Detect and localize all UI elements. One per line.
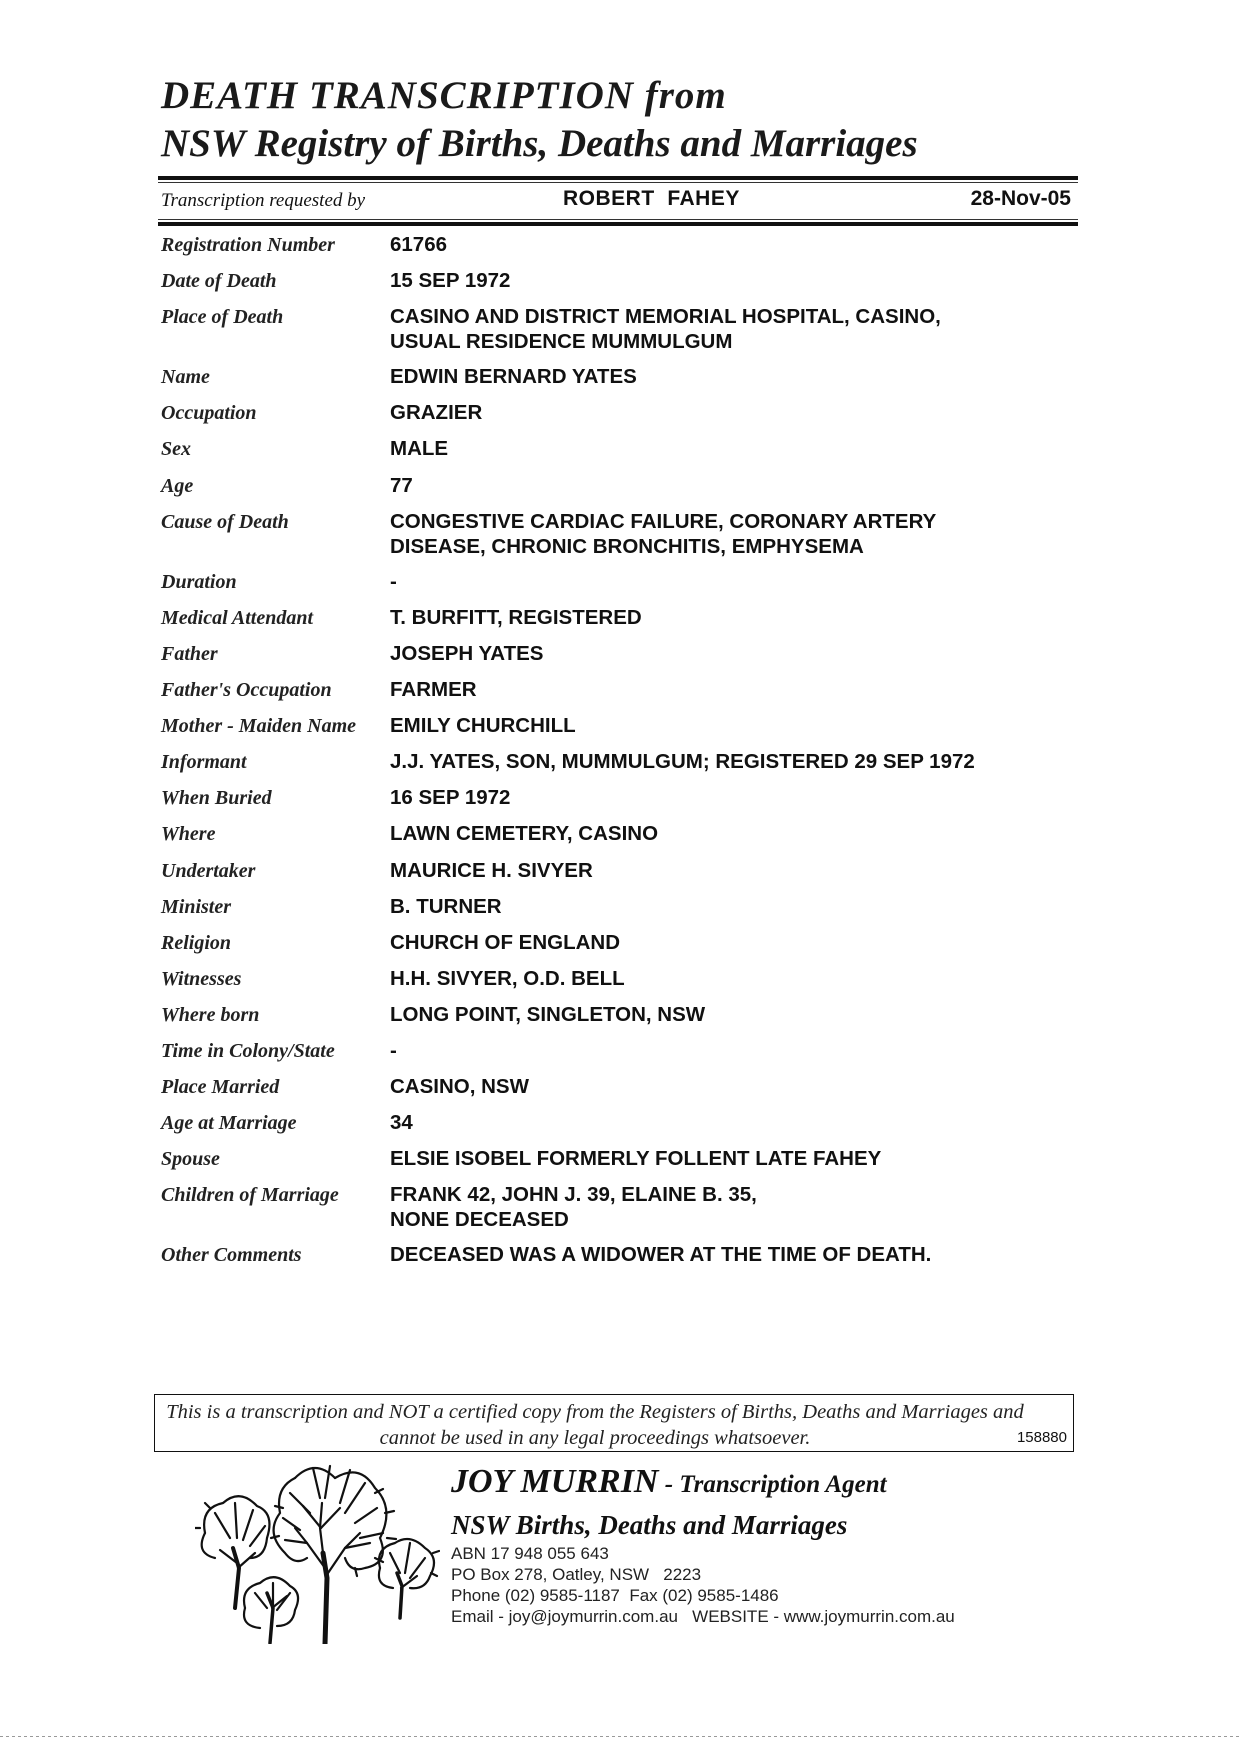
field-label: Medical Attendant	[161, 606, 314, 629]
field-value: B. TURNER	[390, 894, 502, 918]
header-rule-bottom-thin	[158, 219, 1078, 220]
field-row	[161, 1110, 1081, 1136]
field-value: 61766	[390, 233, 448, 256]
field-label: Religion	[161, 931, 232, 954]
field-value: H.H. SIVYER, O.D. BELL	[390, 966, 625, 990]
field-label: Date of Death	[161, 270, 277, 293]
field-label: Undertaker	[161, 859, 256, 882]
agent-address: PO Box 278, Oatley, NSW 2223	[451, 1565, 702, 1584]
field-value: ELSIE ISOBEL FORMERLY FOLLENT LATE FAHEY	[390, 1147, 882, 1171]
field-row	[161, 232, 1081, 258]
field-label: Where born	[161, 1003, 260, 1026]
field-label: Place Married	[161, 1076, 280, 1099]
field-row	[161, 894, 1081, 920]
field-row	[161, 304, 1081, 354]
field-row	[161, 268, 1081, 294]
field-row	[161, 1038, 1081, 1064]
field-label: Minister	[161, 895, 232, 918]
agent-name-line	[451, 1462, 955, 1505]
field-label: Father's Occupation	[161, 679, 332, 702]
field-row	[161, 713, 1081, 739]
field-label: Place of Death	[161, 306, 284, 329]
requester-name: ROBERT FAHEY	[563, 187, 740, 210]
field-value: LONG POINT, SINGLETON, NSW	[390, 1002, 706, 1026]
field-value: EMILY CHURCHILL	[390, 714, 576, 738]
field-row	[161, 858, 1081, 884]
agent-name: JOY MURRIN	[451, 1463, 659, 1500]
field-label: Registration Number	[161, 234, 335, 256]
field-row	[161, 785, 1081, 811]
document-number: 158880	[1016, 1429, 1067, 1446]
agent-abn: ABN 17 948 055 643	[451, 1544, 609, 1563]
header-rule-top	[158, 176, 1078, 180]
field-value: FARMER	[390, 678, 477, 702]
title-line-2: NSW Registry of Births, Deaths and Marriages	[161, 122, 918, 165]
agent-role: - Transcription Agent	[658, 1471, 887, 1498]
field-value: LAWN CEMETERY, CASINO	[390, 822, 659, 846]
field-label: Where	[161, 823, 216, 846]
field-label: Duration	[161, 570, 237, 593]
field-value: 15 SEP 1972	[390, 269, 511, 293]
field-value: MAURICE H. SIVYER	[390, 858, 593, 882]
field-label: Occupation	[161, 402, 257, 425]
disclaimer-box	[154, 1394, 1074, 1452]
field-label: Witnesses	[161, 967, 242, 990]
field-label: When Buried	[161, 787, 272, 810]
scan-edge-line	[0, 1736, 1242, 1737]
agent-phone: Phone (02) 9585-1187 Fax (02) 9585-1486	[451, 1586, 779, 1605]
field-row	[161, 569, 1081, 595]
field-label: Sex	[161, 438, 191, 461]
header-rule-bottom	[158, 222, 1078, 226]
field-value: J.J. YATES, SON, MUMMULGUM; REGISTERED 29 SEP 1972	[390, 750, 975, 774]
field-label: Age at Marriage	[161, 1112, 297, 1135]
record-fields	[161, 232, 1081, 1279]
agent-block	[451, 1462, 955, 1627]
field-value: DECEASED WAS A WIDOWER AT THE TIME OF DEATH.	[390, 1243, 932, 1267]
field-label: Cause of Death	[161, 510, 289, 533]
field-row	[161, 509, 1081, 559]
field-value: 16 SEP 1972	[390, 786, 511, 810]
field-row	[161, 749, 1081, 775]
field-value: EDWIN BERNARD YATES	[390, 365, 637, 389]
field-row	[161, 1182, 1081, 1232]
field-label: Informant	[161, 751, 247, 774]
field-value: 34	[390, 1111, 413, 1135]
field-row	[161, 1002, 1081, 1028]
field-row	[161, 641, 1081, 667]
field-value: -	[390, 569, 397, 593]
field-row	[161, 364, 1081, 390]
field-row	[161, 966, 1081, 992]
agent-organisation: NSW Births, Deaths and Marriages	[451, 1510, 848, 1540]
title-line-1: DEATH TRANSCRIPTION from	[161, 74, 727, 117]
field-value: GRAZIER	[390, 401, 483, 425]
request-row	[161, 187, 1075, 217]
request-label: Transcription requested by	[161, 190, 366, 211]
field-value: CHURCH OF ENGLAND	[390, 930, 621, 954]
request-date: 28-Nov-05	[970, 187, 1071, 210]
field-row	[161, 1074, 1081, 1100]
disclaimer-text: This is a transcription and NOT a certified copy from the Registers of Births, Deaths and Marriages and cannot be used in any legal proceedings whatsoever.	[166, 1401, 1024, 1449]
field-label: Other Comments	[161, 1244, 302, 1267]
field-label: Spouse	[161, 1148, 220, 1171]
field-label: Name	[161, 366, 210, 389]
agent-contact: Email - joy@joymurrin.com.au WEBSITE - www.joymurrin.com.au	[451, 1607, 955, 1626]
field-label: Time in Colony/State	[161, 1039, 335, 1062]
field-row	[161, 436, 1081, 462]
field-row	[161, 473, 1081, 499]
field-label: Age	[161, 474, 194, 497]
field-row	[161, 1146, 1081, 1172]
field-row	[161, 930, 1081, 956]
field-label: Father	[161, 642, 218, 665]
field-value: MALE	[390, 437, 449, 461]
field-value: JOSEPH YATES	[390, 641, 544, 665]
field-value: CASINO AND DISTRICT MEMORIAL HOSPITAL, CASINO, USUAL RESIDENCE MUMMULGUM	[390, 305, 941, 354]
field-label: Mother - Maiden Name	[161, 715, 356, 738]
header-rule-top-thin	[158, 182, 1078, 183]
trees-logo-icon	[195, 1458, 440, 1644]
document-title	[161, 72, 918, 168]
field-row	[161, 821, 1081, 847]
field-value: CASINO, NSW	[390, 1075, 529, 1099]
field-value: -	[390, 1038, 397, 1062]
field-row	[161, 1242, 1081, 1268]
field-value: FRANK 42, JOHN J. 39, ELAINE B. 35, NONE DECEASED	[390, 1183, 757, 1232]
field-row	[161, 400, 1081, 426]
field-value: T. BURFITT, REGISTERED	[390, 605, 642, 629]
field-value: CONGESTIVE CARDIAC FAILURE, CORONARY ARTERY DISEASE, CHRONIC BRONCHITIS, EMPHYSEMA	[390, 509, 936, 558]
field-row	[161, 677, 1081, 703]
field-value: 77	[390, 473, 413, 497]
field-label: Children of Marriage	[161, 1184, 339, 1207]
field-row	[161, 605, 1081, 631]
